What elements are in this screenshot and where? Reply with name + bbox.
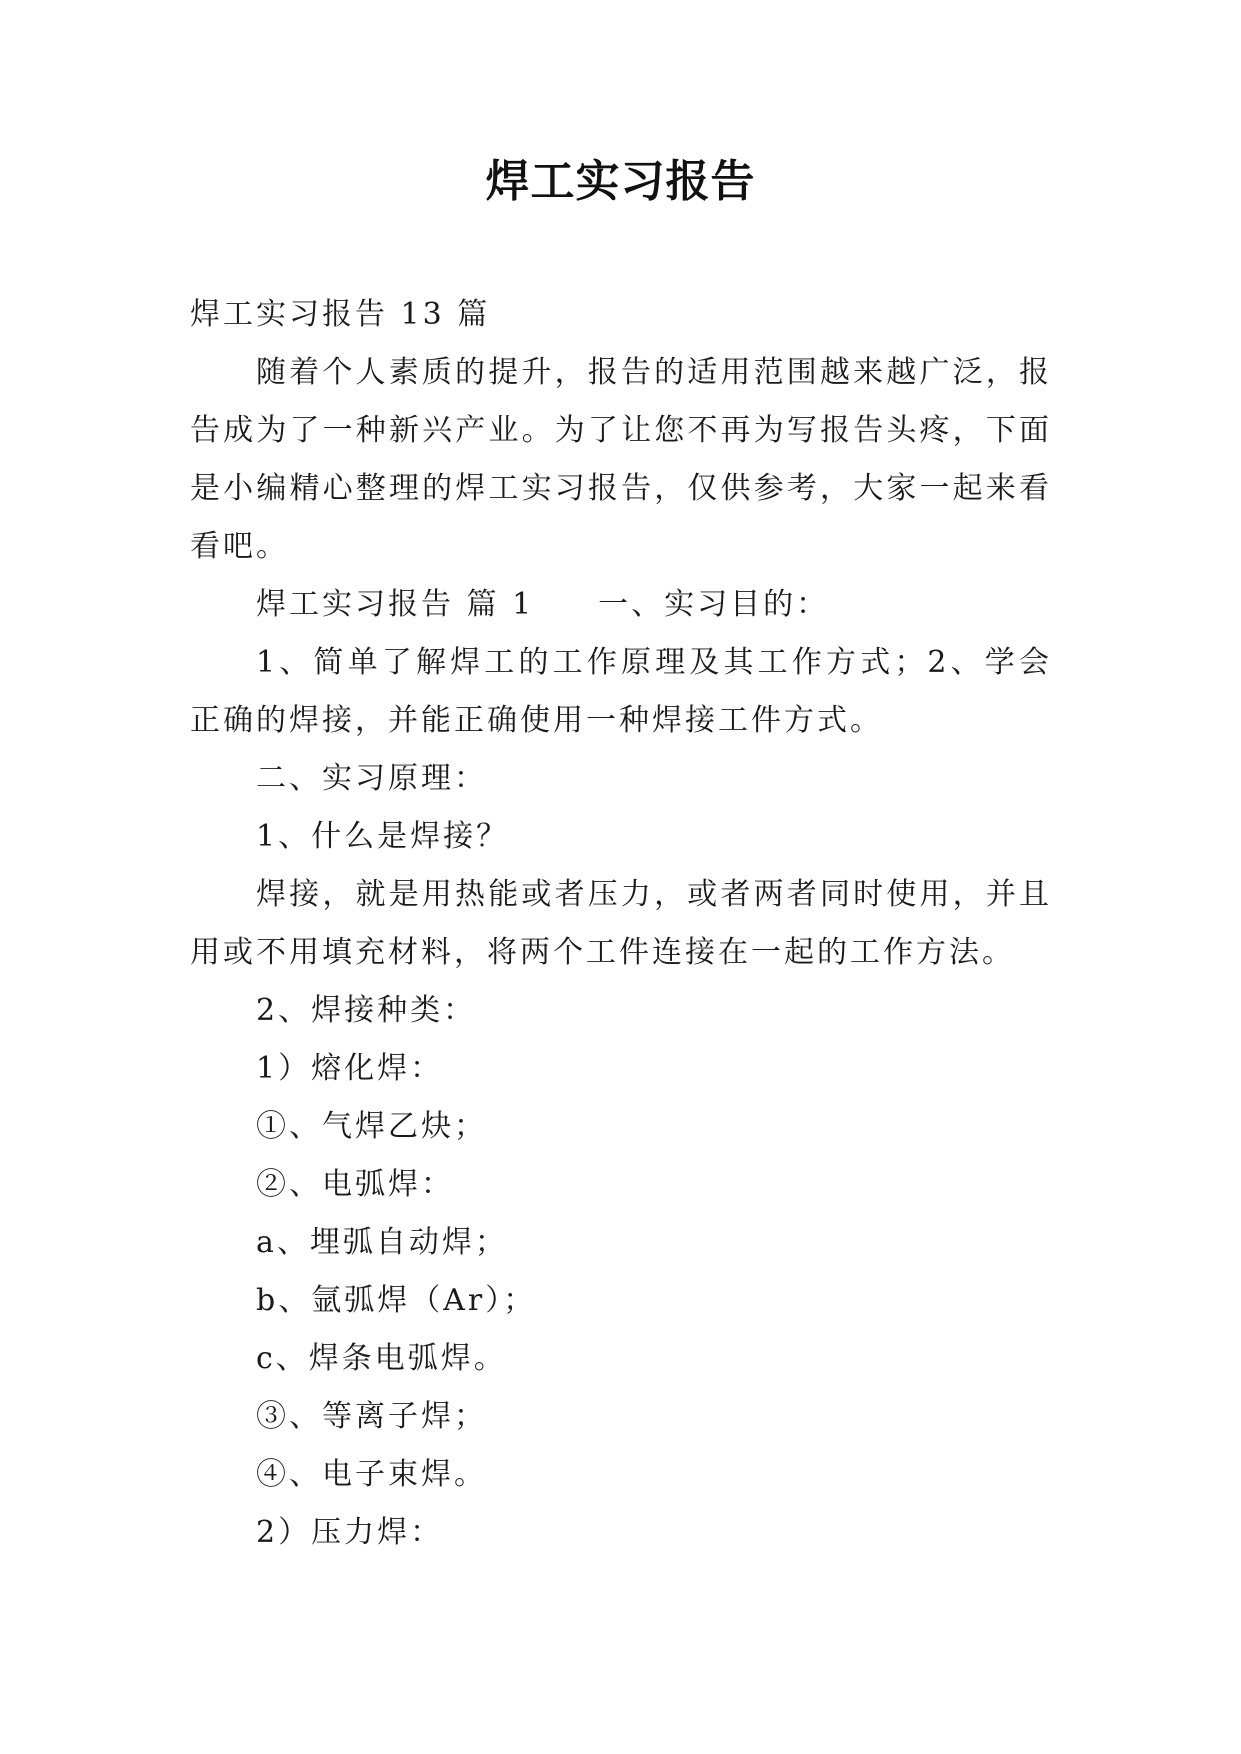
list-item-arc-a: a、埋弧自动焊；: [256, 1225, 508, 1260]
fusion-heading: 1）熔化焊：: [256, 1051, 444, 1086]
intro-paragraph: 随着个人素质的提升，报告的适用范围越来越广泛，报告成为了一种新兴产业。为了让您不再为写报告头疼，下面是小编精心整理的焊工实习报告，仅供参考，大家一起来看看吧。: [190, 355, 1052, 564]
list-item-arc: ②、电弧焊：: [256, 1167, 454, 1202]
list-item-gas: ①、气焊乙炔；: [256, 1109, 487, 1144]
goals-paragraph: 1、简单了解焊工的工作原理及其工作方式；2、学会正确的焊接，并能正确使用一种焊接工件方式。: [190, 645, 1052, 738]
section-header-line: [190, 576, 1052, 634]
list-item-arc-b: b、氩弧焊（Ar）；: [256, 1283, 537, 1318]
document-subtitle: 焊工实习报告 13 篇: [190, 297, 491, 332]
document-title: 焊工实习报告: [485, 156, 756, 207]
section-header-left: 焊工实习报告 篇 1: [256, 587, 535, 622]
list-item-ebeam: ④、电子束焊。: [256, 1457, 487, 1492]
principle-heading: 二、实习原理：: [256, 761, 487, 796]
section-header-right: 一、实习目的：: [598, 587, 830, 622]
pressure-heading: 2）压力焊：: [256, 1515, 444, 1550]
what-is-welding: 1、什么是焊接？: [256, 819, 510, 854]
welding-definition: 焊接，就是用热能或者压力，或者两者同时使用，并且用或不用填充材料，将两个工件连接在一起的工作方法。: [190, 877, 1052, 970]
list-item-plasma: ③、等离子焊；: [256, 1399, 487, 1434]
types-heading: 2、焊接种类：: [256, 993, 477, 1028]
document-body: [190, 286, 1052, 1562]
list-item-arc-c: c、焊条电弧焊。: [256, 1341, 507, 1376]
